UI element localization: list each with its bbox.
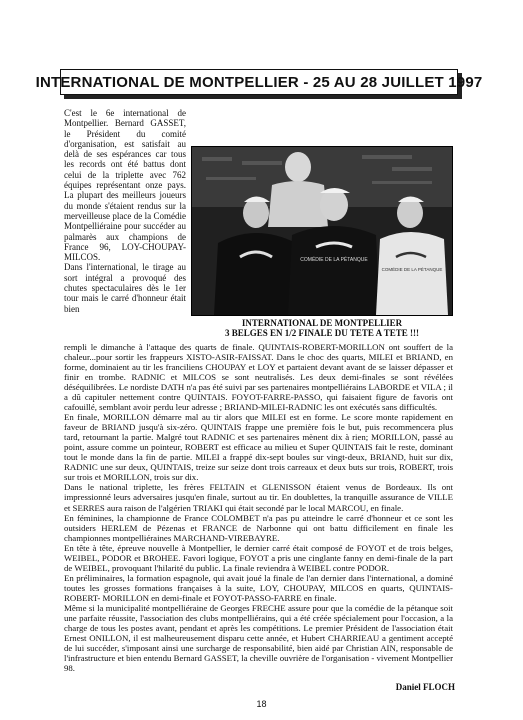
caption-line-1: INTERNATIONAL DE MONTPELLIER <box>241 318 403 328</box>
caption-line-2: 3 BELGES EN 1/2 FINALE DU TETE A TETE !!! <box>225 328 419 338</box>
author-signature: Daniel FLOCH <box>395 682 455 692</box>
page-number: 18 <box>256 699 267 709</box>
team-photo <box>191 146 453 316</box>
photo-caption <box>191 318 453 338</box>
intro-column <box>64 108 186 314</box>
body-paragraph-2: En finale, MORILLON démarre mal au tir alors que MILEI est en forme. Le score monte rapidement en faveur de BRIAND jusqu'à six-zéro. QUINTAIS frappe une première fois le but, puis recommencera plus tard, retournant la partie. Malgré tout RADNIC et ses partenaires mènent dix à rien; MORILLON, passé au point, assure comme un pointeur, ROBERT est efficace au milieu et Super QUINTAIS fait le reste, dominant tout le monde dans la fin de partie. MILEI a frappé dix-sept boules sur vingt-deux, BRIAND, huit sur dix, RADNIC une sur deux, QUINTAIS, treize sur seize dont trois carreaux et deux buts sur trois, ROBERT, trois sur trois et MORILLON, trois sur dix. <box>64 412 453 483</box>
team-photo-illustration <box>192 147 452 315</box>
intro-paragraph-1: C'est le 6e international de Montpellier. Bernard GASSET, le Président du comité d'organisation, est satisfait au delà de ses espérances car tous les records ont été battus dont celui de la triplette avec 762 équipes représentant onze pays. La plupart des meilleurs joueurs du monde s'étaient rendus sur la merveilleuse place de la Comédie Montpelliéraine pour succéder au palmarès aux champions de France 96, LOY-CHOUPAY-MILCOS. <box>64 108 186 263</box>
intro-paragraph-2: Dans l'international, le tirage au sort intégral a provoqué des chutes spectaculaires dès le 1er tour mais le carré d'honneur était bien <box>64 262 186 314</box>
title-banner <box>35 69 483 95</box>
body-paragraph-3: Dans le national triplette, les frères FELTAIN et GLENISSON étaient venus de Bordeaux. Ils ont impressionné leurs adversaires jusqu'en finale, surtout au tir. En doublettes, la tranquille assurance de VILLE et SERRES aura raison de l'algérien TRIAKI qui était secondé par le local MARCOU, en finale. <box>64 482 453 513</box>
article-body <box>64 342 453 673</box>
body-paragraph-6: En préliminaires, la formation espagnole, qui avait joué la finale de l'an dernier dans l'international, a dominé toutes les grosses formations françaises à la suite, LOY, CHOUPAY, MILCOS en quarts, QUINTAIS-ROBERT- MORILLON en demi-finale et FOYOT-PASSO-FARRE en finale. <box>64 572 453 603</box>
page-title: INTERNATIONAL DE MONTPELLIER - 25 AU 28 JUILLET 1997 <box>35 73 483 91</box>
body-paragraph-5: En tête à tête, épreuve nouvelle à Montpellier, le dernier carré était composé de FOYOT et de trois belges, WEIBEL, PODOR et BROHEE. Favori logique, FOYOT a pris une cinglante fanny en demi-finale de la part de WEIBEL, provoquant l'hilarité du public. La finale reviendra à WEIBEL contre PODOR. <box>64 542 453 573</box>
body-paragraph-4: En féminines, la championne de France COLOMBET n'a pas pu atteindre le carré d'honneur et ce sont les outsiders HERLEM de Pézenas et FRANCE de Narbonne qui ont battu difficilement en finale les championnes montpelliéraines MARCHAND-VIREBAYRE. <box>64 512 453 543</box>
body-paragraph-7: Même si la municipalité montpelliéraine de Georges FRECHE assure pour que la comédie de la pétanque soit une parfaite réussite, l'association des clubs montpelliérains, qui a été créée spécialement pour l'occasion, a la charge de tous les postes avant, pendant et après les compétitions. Le premier Président de l'association était Ernest ONILLON, il est malheureusement disparu cette année, et Hubert CHARRIEAU a gentiment accepté de lui succéder, s'imposant ainsi une surcharge de responsabilité, bien aidé par Christian AIN, responsable de l'infrastructure et bien entendu Bernard GASSET, la cheville ouvrière de l'organisation - vivement Montpellier 98. <box>64 602 453 673</box>
shirt-text-middle: COMÉDIE DE LA PÉTANQUE <box>300 257 368 263</box>
body-paragraph-1: rempli le dimanche à l'attaque des quarts de finale. QUINTAIS-ROBERT-MORILLON ont souffert de la chaleur...pour sortir les frappeurs XISTO-ASIR-FAISSAT. Dans le choc des quarts, MILEI et BRIAND, en forme, dominaient au tir les franciliens CHOUPAY et LOY et partaient devant avant de se laisser dépasser et finir en trombe. RADNIC et MILCOS se sont neutralisés. Les deux demi-finales se sont révélées déséquilibrées. Le nordiste DATH n'a pas été suivi par ses partenaires montpelliérains LABORDE et VILA ; il a dû capituler nettement contre QUINTAIS. FOYOT-FARRE-PASSO, qui faisaient figure de favoris ont cafouillé, semblant avoir perdu leur adresse ; BRIAND-MILEI-RADNIC les ont exécutés sans difficultés. <box>64 342 453 413</box>
shirt-text-right: COMÉDIE DE LA PÉTANQUE <box>381 267 443 272</box>
